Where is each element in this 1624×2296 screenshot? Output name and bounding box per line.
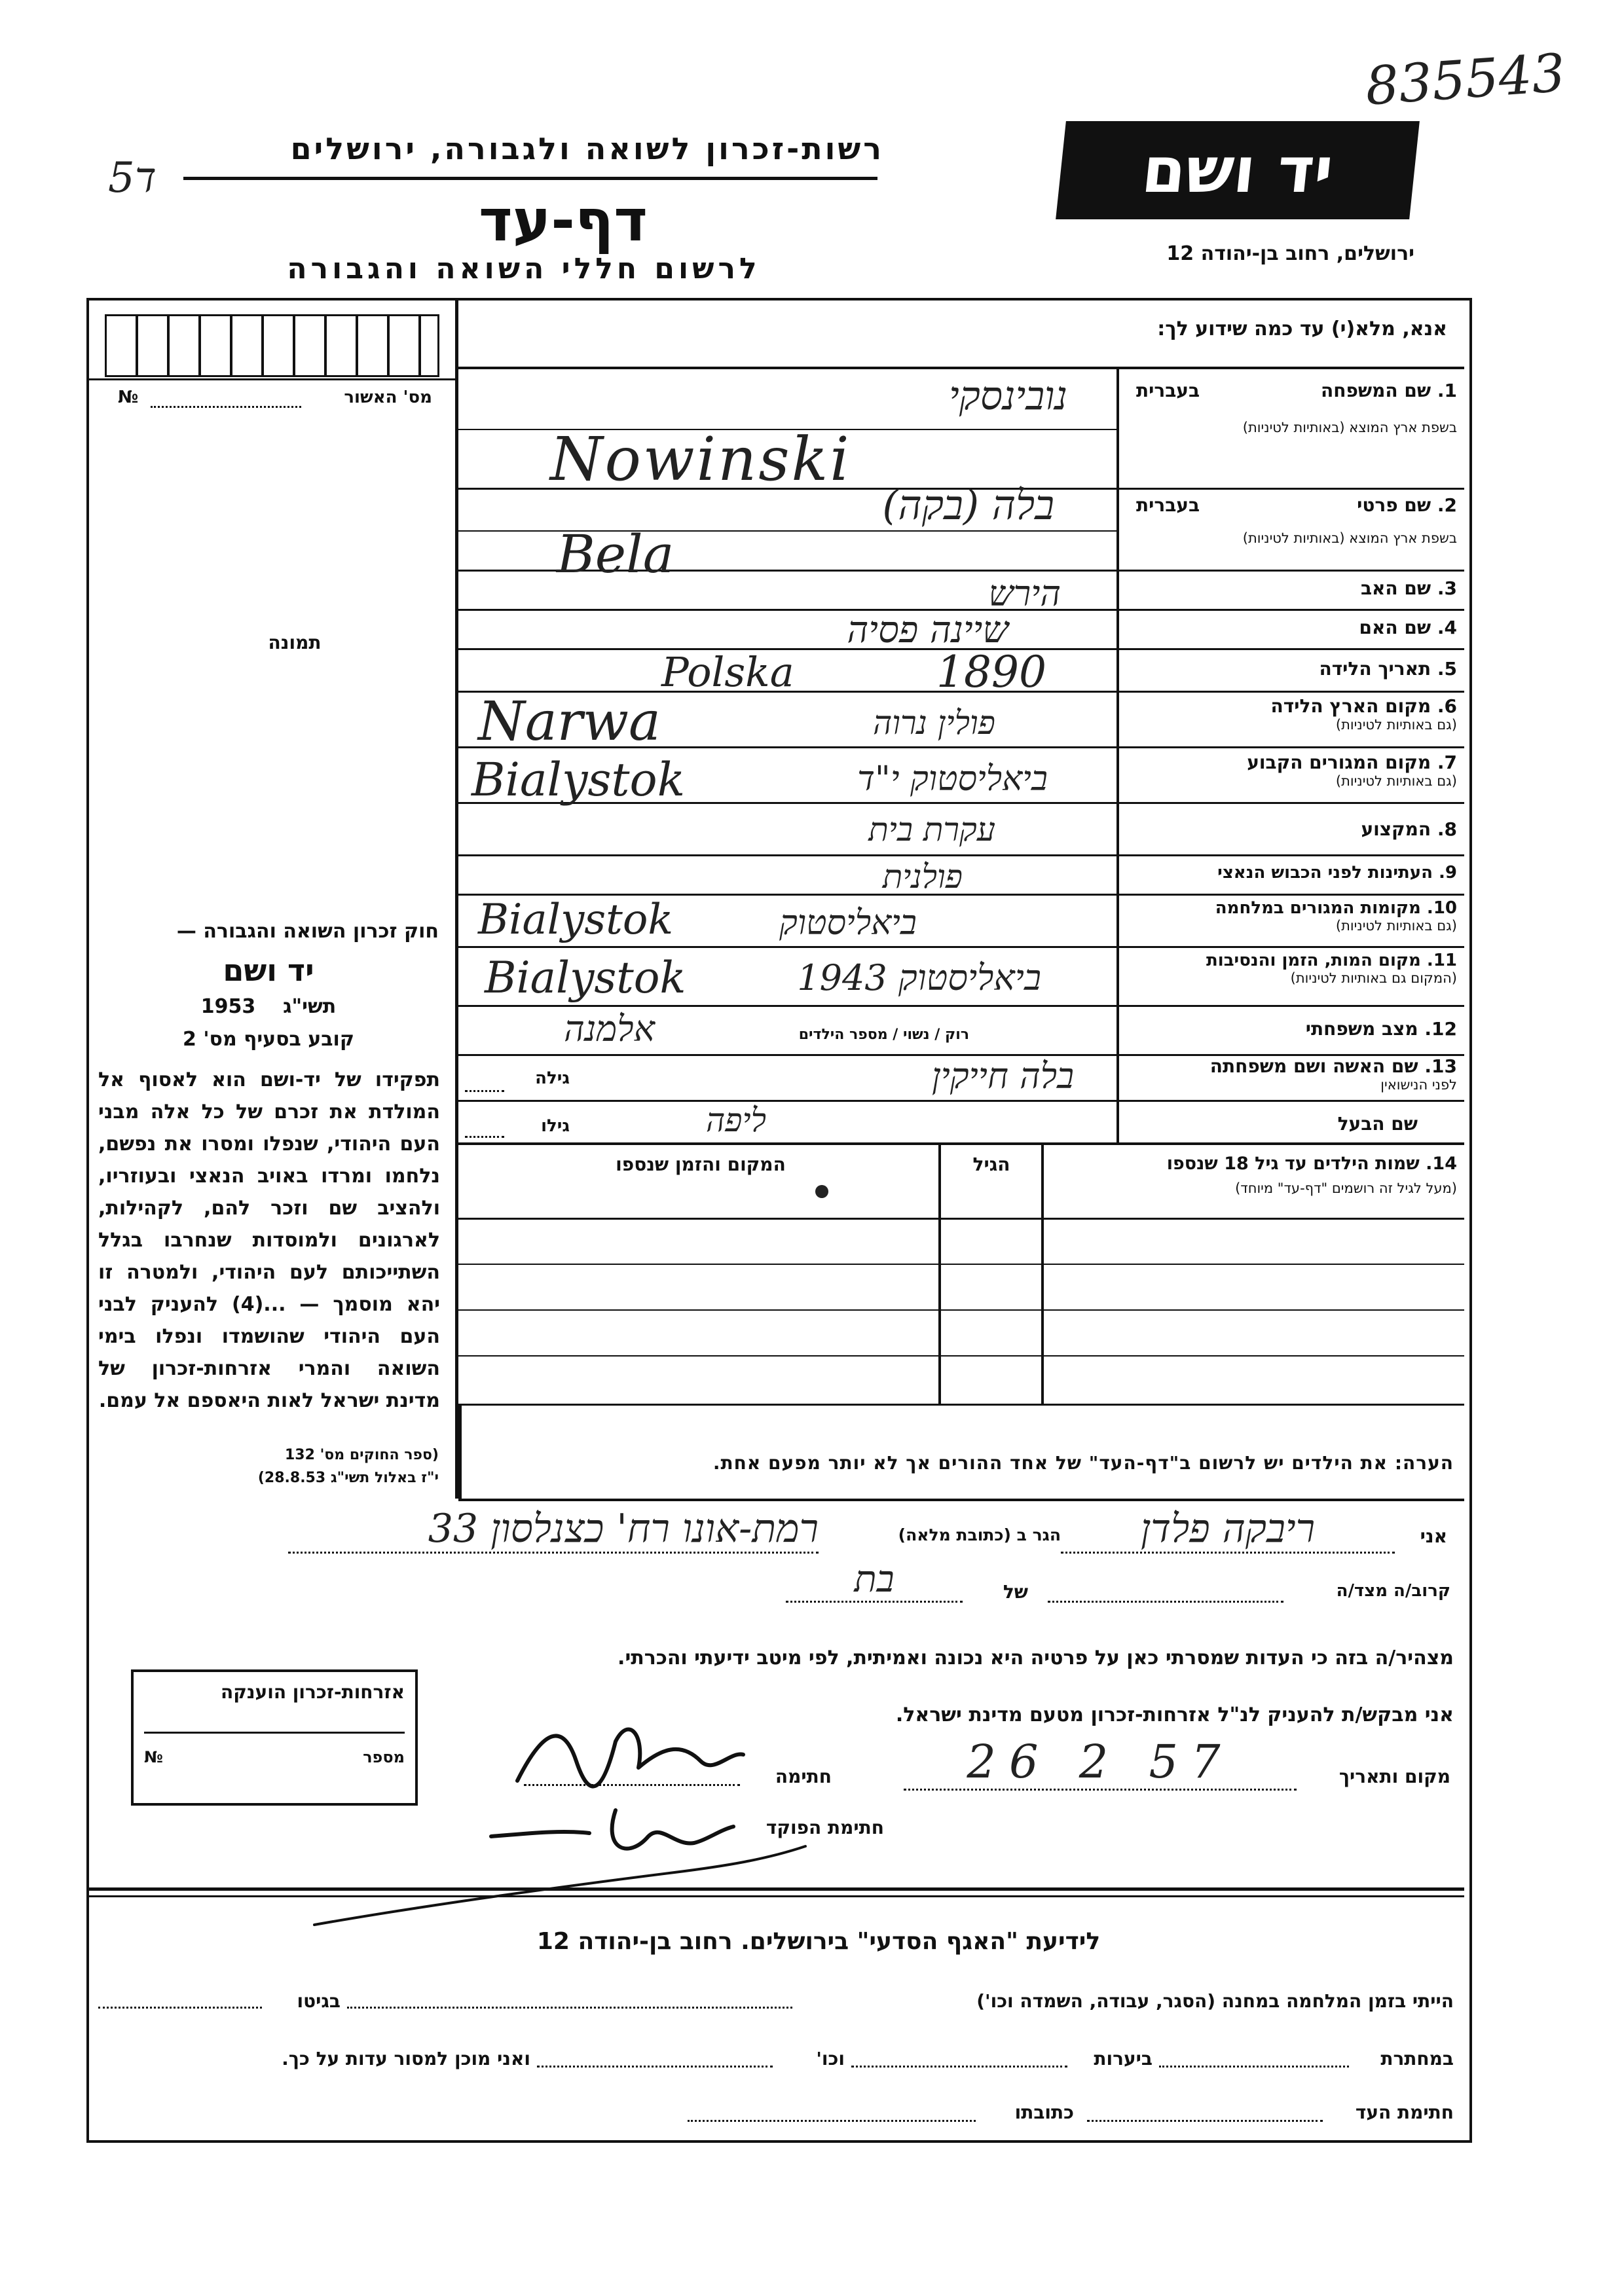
wartime-residence-latin-value[interactable]: Bialystok [478,896,674,944]
law-title: חוק זכרון השואה והגבורה — [176,920,439,943]
header-address: ירושלים, רחוב בן-יהודה 12 [1166,242,1414,265]
field-4-label: 4. שם האם [1359,617,1457,638]
witness-address-value[interactable]: רמת-אונו רח' כצנלסון 33 [288,1506,819,1554]
footer-line2-d: ואני מוכן למסור עדות על כך. [282,2048,530,2069]
field-13-label: 13. שם האשה ושם משפחתה לפני הנישואין [1123,1055,1457,1093]
relative-label: קרוב/ה מצד/ה [1336,1581,1450,1601]
birth-place-hebrew-value[interactable]: פולין נרוה [872,704,995,742]
field-6-label: 6. מקום הארץ הלידה (גם באותיות לטיניות) [1123,695,1457,733]
declaration-text: מצהיר/ה בזה כי העדות שמסרתי כאן על פרטיה היא נכונה ואמיתית, לפי מיטב ידיעתי והכרתי. [618,1647,1454,1669]
husband-name-value[interactable]: ליפה [706,1101,766,1139]
margin-note: 5ד [108,154,157,202]
witness-name-value[interactable]: ריבקה פלדן [1061,1506,1395,1554]
children-age-header: הגיל [972,1154,1010,1175]
law-name: יד ושם [223,953,314,988]
children-place-header: המקום והזמן שנספו [616,1154,786,1175]
law-text: תפקידו של יד-ושם הוא לאסוף אל המולדת את זכרם של כל אלה מבני העם היהודי, שנפלו ומסרו את נפשם, נלחמו ומרדו באויב הנאצי ובעוזריו, ולהציב שם וזכר להם, לקהילות, לארגונים ולמוסדות שנחרבו בגלל השתייכותם לעם היהודי, ולמטרה זו יהא מוסמך — ...(4) להעניק לבני העם היהודי שהושמדו ונפלו בימי השואה והמרי אזרחות-זכרון של מדינת ישראל לאות היאספם אל עמם. [98,1068,441,1412]
field-10-sub: (גם באותיות לטיניות) [1335,918,1457,934]
law-year [98,995,439,1018]
underground-field[interactable] [1159,2066,1349,2068]
field-9-label: 9. העתינות לפני הכבוש הנאצי [1217,863,1457,883]
wife-age-field[interactable] [465,1090,504,1092]
wife-name-value[interactable]: בלה חייקין [931,1055,1074,1097]
law-reference-1: (ספר החוקים מס' 132 [284,1447,439,1463]
law-year-number: 1953 [200,995,256,1018]
field-8-label: 8. המקצוע [1361,818,1457,840]
field-2-label [1123,494,1457,546]
death-place-latin-value[interactable]: Bialystok [485,953,686,1003]
relative-field[interactable] [1048,1601,1283,1603]
marital-status-value[interactable]: אלמנה [564,1008,655,1049]
residence-hebrew-value[interactable]: ביאליסטוק י"ד [857,759,1048,799]
logo-text: יד ושם [1138,134,1337,207]
birth-place-latin-value[interactable]: Narwa [478,691,661,753]
children-note: הערה: את הילדים יש לרשום ב"דף-העד" של אחד ההורים אך לא יותר מפעם אחת. [712,1452,1454,1474]
husband-age-label: גילו [541,1116,570,1136]
field-3-label: 3. שם האב [1360,577,1457,599]
field-11-sub: (המקום גם באותיות לטיניות) [1290,970,1457,986]
footer-line1-a: הייתי בזמן המלחמה במחנה (הסגר, עבודה, השמדה וכו') [976,1990,1454,2012]
certificate-no: № [144,1748,163,1766]
field-14-sub: (מעל לגיל זה רושמים "דף-עד" מיוחד) [1235,1180,1457,1196]
witness-i-label: אני [1420,1525,1447,1547]
field-2-sub: בשפת ארץ המוצא (באותיות לטיניות) [1242,530,1457,546]
barcode-box [105,314,439,377]
footer-line3-a: חתימת העד [1355,2102,1454,2123]
footer-title: לידיעת "האגף הסדעי" בירושלים. רחוב בן-יהודה 12 [536,1928,1101,1955]
surname-hebrew-value[interactable]: נובינסקי [949,373,1067,419]
camp-field[interactable] [347,2007,792,2009]
witness-address-field[interactable] [688,2120,976,2122]
field-1-label [1123,380,1457,435]
field-1-sub: בשפת ארץ המוצא (באותיות לטיניות) [1242,420,1457,435]
father-name-value[interactable]: הירש [988,573,1061,614]
ghetto-field[interactable] [98,2007,262,2009]
signature-scrawl [308,1833,819,1938]
field-14-label: 14. שמות הילדים עד גיל 18 שנספו (מעל לגיל זה רושמים "דף-עד" מיוחד) [1048,1154,1457,1196]
place-date-label: מקום ותאריך [1338,1766,1450,1787]
husband-age-field[interactable] [465,1136,504,1138]
nationality-value[interactable]: פולנית [882,858,963,896]
footer-line2-a: במחתרת [1380,2048,1454,2069]
witness-signature [504,1715,753,1800]
field-2-num: 2. [1437,494,1457,516]
field-2-tag: בעברית [1136,494,1200,516]
field-1-tag: בעברית [1136,380,1200,401]
field-7-sub: (גם באותיות לטיניות) [1335,773,1457,789]
field-6-sub: (גם באותיות לטיניות) [1335,717,1457,733]
form-subtitle: לרשום חללי השואה והגבורה [287,252,761,285]
photo-label: תמונה [268,632,322,653]
field-11-label: 11. מקום המות, הזמן והנסיבות (המקום גם באותיות לטיניות) [1123,951,1457,986]
relation-value[interactable]: בת [786,1558,963,1603]
footer-line3-b: כתובתו [1014,2102,1074,2123]
field-1-name: שם המשפחה [1321,380,1431,401]
witness-signature-field[interactable] [1087,2120,1323,2122]
approval-no: № [118,388,139,407]
authority-title: רשות-זכרון לשואה ולגבורה, ירושלים [290,131,884,166]
law-section: קובע בסעיף מס' 2 [183,1028,354,1051]
of-label: של [1003,1581,1028,1603]
approval-number-field[interactable] [151,406,301,408]
surname-latin-value[interactable]: Nowinski [550,424,851,494]
husband-label: שם הבעל [1337,1113,1418,1135]
yad-vashem-logo [1056,121,1420,219]
residing-label: הגר ב (כתובת מלאה) [898,1525,1061,1544]
field-7-label: 7. מקום המגורים הקבוע (גם באותיות לטיניות) [1123,752,1457,789]
firstname-latin-value[interactable]: Bela [557,524,674,585]
death-place-hebrew-value[interactable]: ביאליסטוק 1943 [797,957,1041,998]
occupation-value[interactable]: עקרת בית [868,811,995,848]
footer-line2-b: ביערות [1094,2048,1153,2069]
footer-line2-c: וכו' [816,2048,845,2069]
birth-country-latin-value[interactable]: Polska [661,648,794,696]
footer-line1-b: בגיטו [297,1990,341,2012]
mother-name-value[interactable]: שיינה פסיה [847,609,1008,651]
forests-field[interactable] [851,2066,1067,2068]
field-2-name: שם פרטי [1357,494,1431,516]
signature-label: חתימה [775,1766,832,1787]
wartime-residence-hebrew-value[interactable]: ביאליסטוק [779,903,917,943]
punch-hole [815,1185,828,1198]
field-10-label: 10. מקומות המגורים במלחמה (גם באותיות לטיניות) [1123,898,1457,934]
wife-age-label: גילה [535,1068,570,1088]
firstname-hebrew-value[interactable]: בלה (בקה) [882,481,1054,529]
date-value[interactable]: 26 2 57 [904,1735,1297,1791]
birth-year-value[interactable]: 1890 [936,647,1046,697]
law-year-hebrew: תשי"ג [283,995,337,1018]
certificate-number-label: מספר [363,1748,405,1766]
form-title: דף-עד [479,187,648,254]
field-13-sub: לפני הנישואין [1380,1077,1457,1093]
form-intro: אנא, מלא(י) עד כמה שידוע לך: [1157,318,1447,340]
field-1-num: 1. [1437,380,1457,401]
officer-signature-label: חתימת הפוקד [766,1817,884,1838]
field-12-label: 12. מצב משפחתי [1305,1018,1457,1040]
law-reference-2: י"ז באלול תשי"ג 28.8.53) [257,1470,439,1486]
marital-options: רוק / נשוי / מספר הילדים [798,1027,969,1043]
residence-latin-value[interactable]: Bialystok [471,753,686,807]
archive-number: 835543 [1363,42,1568,117]
field-5-label: 5. תאריך הלידה [1319,658,1457,680]
certificate-title: אזרחות-זכרון הוענקה [221,1681,405,1703]
certificate-box [131,1669,418,1806]
request-text: אני מבקש/ת להעניק לנ"ל אזרחות-זכרון מטעם מדינת ישראל. [895,1704,1454,1726]
approval-label: מס' האשור [344,388,432,407]
other-field[interactable] [537,2066,773,2068]
